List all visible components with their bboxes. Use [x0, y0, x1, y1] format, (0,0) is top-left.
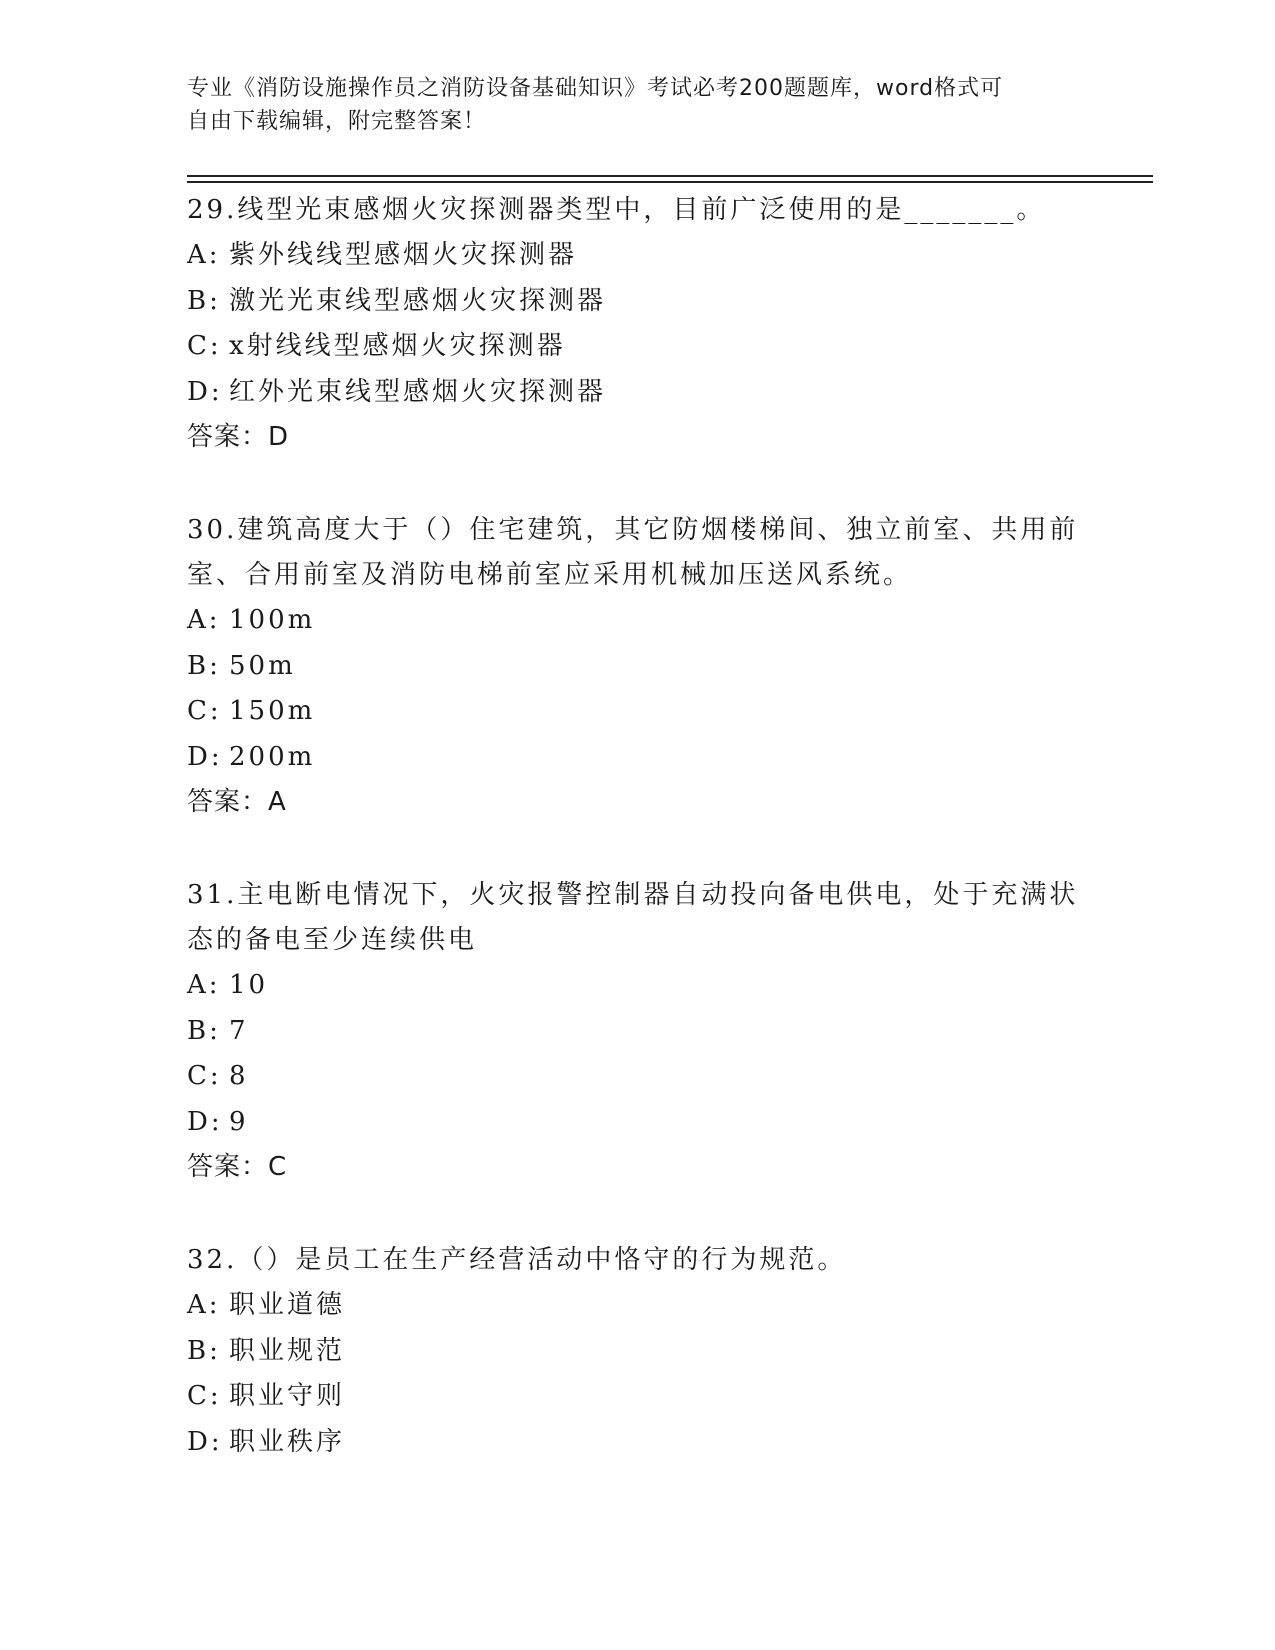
question-text: 32.（）是员工在生产经营活动中恪守的行为规范。 [187, 1245, 847, 1275]
option-text: 紫外线线型感烟火灾探测器 [229, 240, 578, 270]
option-text: x射线线型感烟火灾探测器 [229, 331, 566, 361]
question-text: 31.主电断电情况下，火灾报警控制器自动投向备电供电，处于充满状态的备电至少连续供电 [187, 880, 1079, 955]
option-letter: A: [187, 240, 221, 270]
option-text: 8 [229, 1061, 249, 1091]
option-letter: D: [187, 741, 223, 772]
question-31 [187, 873, 1087, 1190]
answer-label: 答案：A [187, 787, 287, 817]
option-letter: C: [187, 696, 222, 726]
option-text: 7 [229, 1015, 249, 1046]
option-d [187, 370, 1087, 416]
option-letter: A: [187, 605, 221, 635]
option-d [187, 1420, 1087, 1466]
header-divider-top [187, 175, 1153, 177]
option-text: 9 [229, 1106, 249, 1137]
option-text: 激光光束线型感烟火灾探测器 [229, 285, 607, 316]
header-divider-bottom [187, 181, 1153, 183]
option-b [187, 644, 1087, 690]
header-line-2: 自由下载编辑，附完整答案！ [187, 109, 487, 134]
option-letter: D: [187, 376, 223, 407]
question-text: 29.线型光束感烟火灾探测器类型中，目前广泛使用的是_______。 [187, 195, 1046, 225]
option-c [187, 689, 1087, 735]
option-text: 10 [229, 970, 269, 1000]
question-29 [187, 188, 1087, 460]
option-a [187, 963, 1087, 1009]
option-letter: B: [187, 650, 221, 681]
option-text: 100m [229, 605, 316, 635]
question-30 [187, 508, 1087, 825]
option-text: 50m [229, 650, 296, 681]
option-letter: A: [187, 1290, 221, 1320]
option-b [187, 1009, 1087, 1055]
option-c [187, 324, 1087, 370]
option-letter: C: [187, 331, 222, 361]
option-letter: D: [187, 1106, 223, 1137]
option-letter: A: [187, 970, 221, 1000]
question-text: 30.建筑高度大于（）住宅建筑，其它防烟楼梯间、独立前室、共用前室、合用前室及消防电梯前室应采用机械加压送风系统。 [187, 515, 1079, 590]
document-header [187, 72, 1067, 138]
option-a [187, 598, 1087, 644]
option-d [187, 735, 1087, 781]
option-text: 职业秩序 [229, 1426, 346, 1457]
option-letter: B: [187, 1015, 221, 1046]
option-letter: C: [187, 1381, 222, 1411]
option-text: 职业守则 [229, 1381, 346, 1411]
option-c [187, 1374, 1087, 1420]
option-text: 职业道德 [229, 1290, 346, 1320]
question-list [187, 188, 1087, 1513]
answer-label: 答案：D [187, 422, 290, 452]
option-letter: B: [187, 1335, 221, 1366]
option-letter: B: [187, 285, 221, 316]
option-c [187, 1054, 1087, 1100]
option-text: 红外光束线型感烟火灾探测器 [229, 376, 607, 407]
option-letter: D: [187, 1426, 223, 1457]
option-b [187, 1329, 1087, 1375]
option-d [187, 1100, 1087, 1146]
answer-label: 答案：C [187, 1152, 288, 1182]
option-a [187, 1283, 1087, 1329]
header-line-1: 专业《消防设施操作员之消防设备基础知识》考试必考200题题库，word格式可 [187, 76, 1004, 101]
option-text: 200m [229, 741, 316, 772]
option-letter: C: [187, 1061, 222, 1091]
option-b [187, 279, 1087, 325]
option-text: 150m [229, 696, 316, 726]
option-a [187, 233, 1087, 279]
option-text: 职业规范 [229, 1335, 346, 1366]
question-32 [187, 1238, 1087, 1465]
